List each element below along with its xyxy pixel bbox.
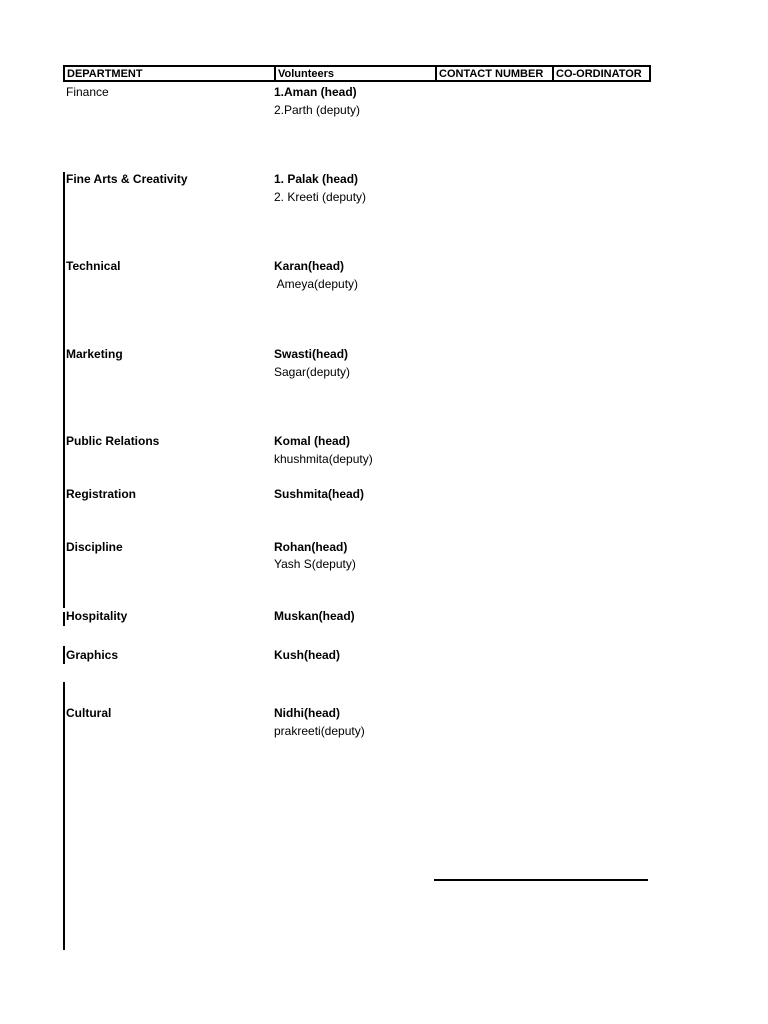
left-border-segment bbox=[63, 612, 65, 626]
volunteer-deputy: 2. Kreeti (deputy) bbox=[274, 190, 367, 204]
left-border-segment bbox=[63, 646, 65, 664]
department-label: Fine Arts & Creativity bbox=[66, 172, 188, 186]
volunteer-head: Karan(head) bbox=[274, 259, 345, 273]
header-contact-number: CONTACT NUMBER bbox=[435, 67, 552, 80]
department-label: Technical bbox=[66, 259, 121, 273]
volunteer-head: 1.Aman (head) bbox=[274, 85, 357, 99]
department-label: Finance bbox=[66, 85, 109, 99]
department-label: Hospitality bbox=[66, 609, 128, 623]
volunteer-head: Muskan(head) bbox=[274, 609, 355, 623]
volunteer-deputy: Yash S(deputy) bbox=[274, 557, 356, 571]
volunteer-head: 1. Palak (head) bbox=[274, 172, 359, 186]
header-volunteers: Volunteers bbox=[274, 67, 435, 80]
volunteer-head: Sushmita(head) bbox=[274, 487, 365, 501]
department-label: Registration bbox=[66, 487, 137, 501]
volunteer-head: Rohan(head) bbox=[274, 540, 348, 554]
volunteer-deputy: 2.Parth (deputy) bbox=[274, 103, 361, 117]
volunteer-deputy: Ameya(deputy) bbox=[274, 277, 359, 291]
department-label: Graphics bbox=[66, 648, 119, 662]
volunteer-head: Nidhi(head) bbox=[274, 706, 340, 720]
volunteer-head: Kush(head) bbox=[274, 648, 340, 662]
left-border-segment bbox=[63, 682, 65, 950]
left-border-segment bbox=[63, 172, 65, 608]
horizontal-rule bbox=[434, 879, 648, 881]
volunteer-head: Komal (head) bbox=[274, 434, 351, 448]
volunteer-deputy: khushmita(deputy) bbox=[274, 452, 373, 466]
volunteer-head: Swasti(head) bbox=[274, 347, 349, 361]
department-label: Public Relations bbox=[66, 434, 160, 448]
department-label: Discipline bbox=[66, 540, 123, 554]
department-label: Cultural bbox=[66, 706, 112, 720]
header-department: DEPARTMENT bbox=[67, 68, 143, 80]
volunteer-deputy: Sagar(deputy) bbox=[274, 365, 351, 379]
table-header-row bbox=[63, 65, 651, 82]
department-label: Marketing bbox=[66, 347, 123, 361]
header-coordinator: CO-ORDINATOR bbox=[552, 67, 649, 80]
volunteer-deputy: prakreeti(deputy) bbox=[274, 724, 365, 738]
